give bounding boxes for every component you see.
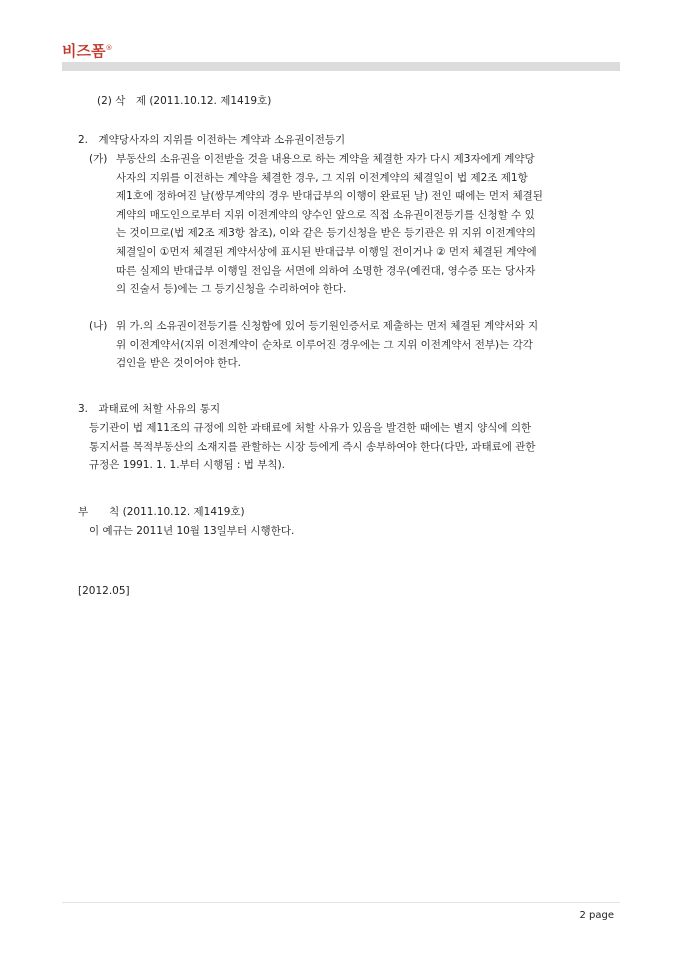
paragraph-line: 부동산의 소유권을 이전받을 것을 내용으로 하는 계약을 체결한 자가 다시 제3자에게 계약당 [116, 153, 535, 165]
date-stamp: [2012.05] [78, 585, 130, 597]
section3-paragraph [89, 419, 617, 475]
item-na-paragraph [116, 317, 616, 373]
page-number: 2 page [579, 910, 614, 921]
section1-item2: (2) 삭 제 (2011.10.12. 제1419호) [97, 95, 272, 107]
paragraph-line: 규정은 1991. 1. 1.부터 시행됨 : 법 부칙). [89, 459, 286, 472]
paragraph-line: 사자의 지위를 이전하는 계약을 체결한 경우, 그 지위 이전계약의 체결일이 법 제2조 제1항 [116, 171, 528, 184]
section3-title: 3. 과태료에 처할 사유의 통지 [78, 403, 221, 415]
item-na-marker: (나) [89, 320, 108, 332]
paragraph-line: 의 진술서 등)에는 그 등기신청을 수리하여야 한다. [116, 283, 347, 296]
section2-title: 2. 계약당사자의 지위를 이전하는 계약과 소유권이전등기 [78, 134, 346, 146]
footer-divider [62, 902, 620, 903]
addendum-title: 부 칙 (2011.10.12. 제1419호) [78, 506, 245, 518]
paragraph-line: 등기관이 법 제11조의 규정에 의한 과태료에 처할 사유가 있음을 발견한 때에는 별지 양식에 의한 [89, 422, 532, 434]
paragraph-line: 통지서를 목적부동산의 소재지를 관할하는 시장 등에게 즉시 송부하여야 한다(다만, 과태료에 관한 [89, 440, 536, 453]
bizforms-logo [62, 40, 112, 61]
paragraph-line: 위 가.의 소유권이전등기를 신청함에 있어 등기원인증서로 제출하는 먼저 체결된 계약서와 지 [116, 320, 539, 332]
paragraph-line: 체결일이 ①먼저 체결된 계약서상에 표시된 반대급부 이행일 전이거나 ② 먼저 체결된 계약에 [116, 245, 537, 258]
header-bar [62, 62, 620, 71]
paragraph-line: 계약의 매도인으로부터 지위 이전계약의 양수인 앞으로 직접 소유권이전등기를 신청할 수 있 [116, 208, 535, 221]
paragraph-line: 제1호에 정하여진 날(쌍무계약의 경우 반대급부의 이행이 완료된 날) 전인 때에는 먼저 체결된 [116, 190, 543, 203]
item-ga-paragraph [116, 150, 616, 299]
addendum-line: 이 예규는 2011년 10월 13일부터 시행한다. [89, 525, 295, 537]
logo-text: 비즈폼 [62, 42, 106, 60]
paragraph-line: 는 것이므로(법 제2조 제3항 참조), 이와 같은 등기신청을 받은 등기관은 위 지위 이전계약의 [116, 227, 536, 240]
registered-mark: ® [105, 44, 113, 52]
paragraph-line: 따른 실제의 반대급부 이행일 전임을 서면에 의하여 소명한 경우(예컨대, 영수증 또는 당사자 [116, 264, 536, 277]
paragraph-line: 검인을 받은 것이어야 한다. [116, 357, 241, 370]
item-ga-marker: (가) [89, 153, 108, 165]
paragraph-line: 위 이전계약서(지위 이전계약이 순차로 이루어진 경우에는 그 지위 이전계약서 전부)는 각각 [116, 338, 533, 351]
